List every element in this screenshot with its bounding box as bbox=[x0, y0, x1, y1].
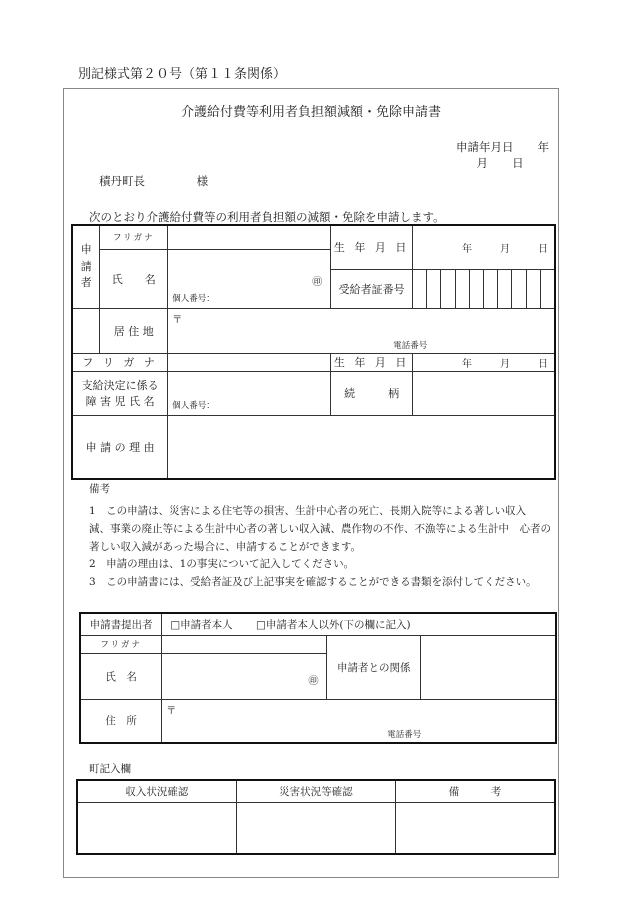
child-name-label: 支給決定に係る 障 害 児 氏 名 bbox=[72, 371, 168, 415]
day-label: 日 bbox=[512, 156, 524, 170]
intro-text: 次のとおり介護給付費等の利用者負担額の減額・免除を申請します。 bbox=[89, 210, 445, 224]
applicant-table bbox=[71, 224, 556, 480]
town-col-remarks: 備 考 bbox=[396, 780, 555, 802]
reason-field[interactable] bbox=[168, 415, 555, 479]
submitter-relation-field[interactable] bbox=[421, 635, 556, 699]
child-relationship-label: 続 柄 bbox=[331, 371, 413, 415]
town-table bbox=[76, 779, 556, 855]
form-reference: 別記様式第２０号（第１１条関係） bbox=[78, 67, 287, 82]
reason-label: 申 請 の 理 由 bbox=[72, 415, 168, 479]
submitter-name-label: 氏 名 bbox=[80, 653, 162, 699]
form-title: 介護給付費等利用者負担額減額・免除申請書 bbox=[180, 105, 441, 120]
seal-mark: ㊞ bbox=[312, 276, 323, 288]
submitter-table bbox=[79, 612, 557, 744]
applicant-group-label: 申請者 bbox=[72, 225, 100, 308]
submitter-address-label: 住 所 bbox=[80, 699, 162, 743]
submitter-phone-label: 電話番号 bbox=[387, 730, 422, 740]
submitter-label: 申請書提出者 bbox=[80, 613, 162, 635]
note-3: 3 この申請書には、受給者証及び上記事実を確認することができる書類を添付してください。 bbox=[89, 576, 537, 589]
applicant-personal-no-label: 個人番号： bbox=[172, 293, 215, 304]
submitter-name-field[interactable] bbox=[162, 653, 327, 699]
child-relationship-field[interactable] bbox=[413, 371, 555, 415]
town-section-heading: 町記入欄 bbox=[89, 763, 131, 775]
town-remarks-field[interactable] bbox=[396, 802, 555, 854]
note-2: 2 申請の理由は、1の事実について記入してください。 bbox=[89, 558, 355, 571]
child-dob-label: 生 年 月 日 bbox=[331, 353, 413, 371]
applicant-cert-no-label: 受給者証番号 bbox=[331, 269, 413, 308]
submitter-seal-mark: ㊞ bbox=[308, 675, 319, 687]
child-dob-field[interactable]: 年 月 日 bbox=[413, 353, 555, 371]
applicant-dob-label: 生 年 月 日 bbox=[331, 225, 413, 269]
submitter-address-field[interactable] bbox=[162, 699, 556, 743]
addressee-name: 積丹町長 bbox=[99, 174, 145, 188]
child-furigana-label: フ リ ガ ナ bbox=[72, 353, 168, 371]
submitter-other-checkbox[interactable]: □申請者本人以外(下の欄に記入) bbox=[255, 618, 411, 631]
applicant-residence-label: 居 住 地 bbox=[100, 308, 168, 353]
form-frame bbox=[63, 88, 559, 878]
submitter-relation-label: 申請者との関係 bbox=[327, 635, 421, 699]
year-label: 年 bbox=[537, 140, 550, 154]
addressee bbox=[99, 173, 208, 189]
applicant-furigana-field[interactable] bbox=[168, 225, 331, 249]
notes-section bbox=[89, 481, 557, 592]
applicant-cert-no-field[interactable] bbox=[413, 269, 555, 308]
child-name-field[interactable] bbox=[168, 371, 331, 415]
applicant-name-label: 氏 名 bbox=[100, 249, 168, 308]
child-furigana-field[interactable] bbox=[168, 353, 331, 371]
submitter-self-checkbox[interactable]: □申請者本人 bbox=[170, 618, 233, 631]
submitter-furigana-field[interactable] bbox=[162, 635, 327, 653]
application-date bbox=[456, 139, 558, 171]
applicant-furigana-label: フリガナ bbox=[100, 225, 168, 249]
applicant-name-field[interactable] bbox=[168, 249, 331, 308]
applicant-residence-field[interactable] bbox=[168, 308, 555, 353]
submitter-postal-mark: 〒 bbox=[166, 705, 177, 717]
notes-heading: 備考 bbox=[89, 483, 110, 495]
application-date-label: 申請年月日 bbox=[456, 140, 514, 154]
residence-spacer bbox=[72, 308, 100, 353]
applicant-dob-field[interactable]: 年 月 日 bbox=[413, 225, 555, 269]
town-disaster-field[interactable] bbox=[236, 802, 395, 854]
submitter-furigana-label: フリガナ bbox=[80, 635, 162, 653]
month-label: 月 bbox=[476, 156, 488, 170]
phone-label: 電話番号 bbox=[393, 340, 428, 351]
town-col-income: 収入状況確認 bbox=[77, 780, 236, 802]
addressee-honorific: 様 bbox=[196, 174, 209, 188]
town-col-disaster: 災害状況等確認 bbox=[236, 780, 395, 802]
note-1: 1 この申請は、災害による住宅等の損害、生計中心者の死亡、長期入院等による著しい収入 減、事業の廃止等による生計中心者の著しい収入減、農作物の不作、不漁等による生計中 心者の著しい収入減があった場合に、申請することができます。 bbox=[89, 504, 551, 553]
town-income-field[interactable] bbox=[77, 802, 236, 854]
submitter-options bbox=[162, 613, 556, 635]
postal-mark: 〒 bbox=[172, 314, 183, 326]
child-personal-no-label: 個人番号： bbox=[172, 400, 215, 411]
